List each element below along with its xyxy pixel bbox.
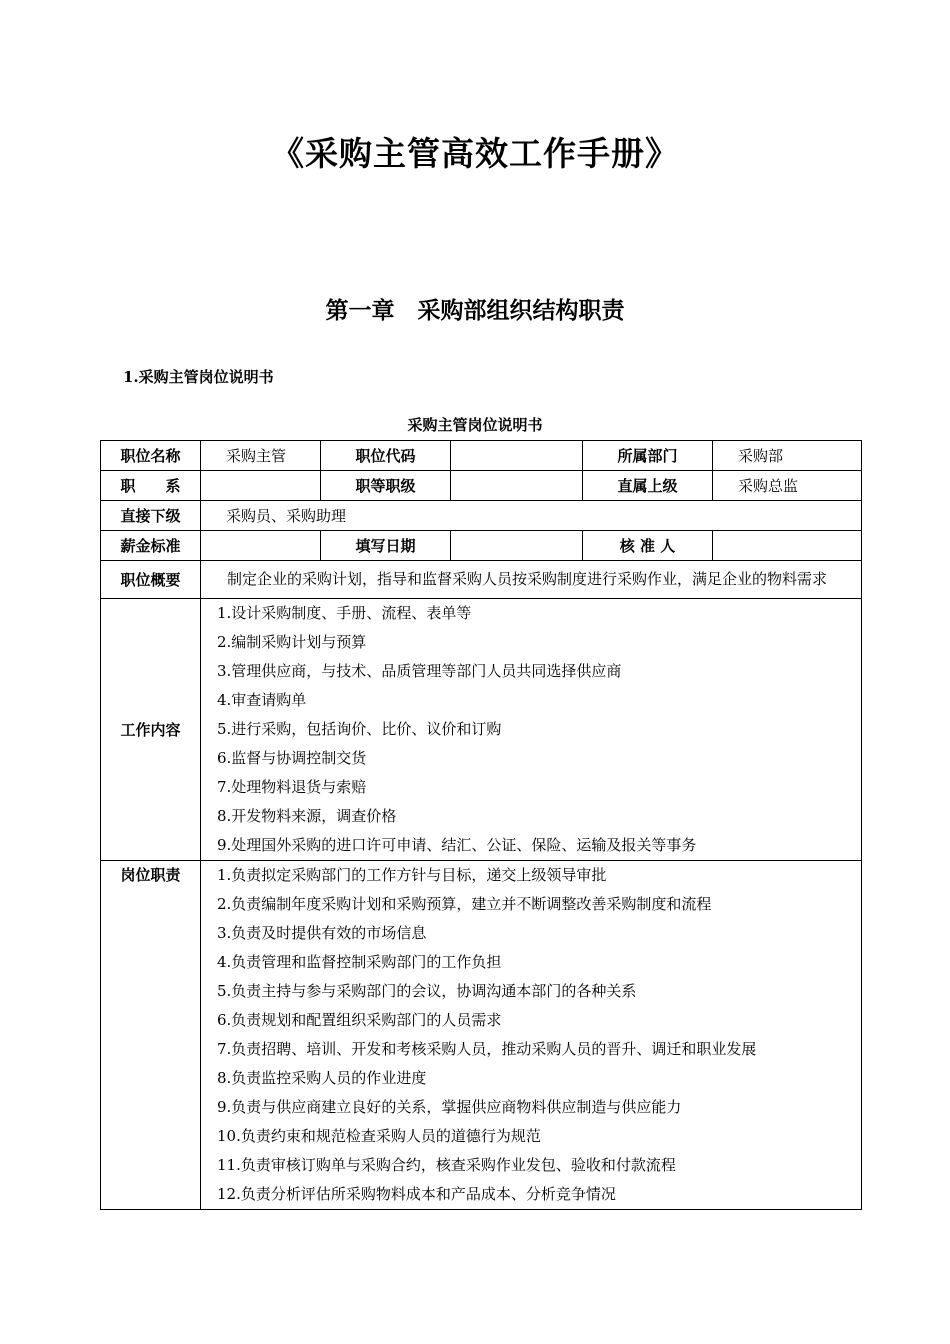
position-code-value <box>451 441 583 471</box>
document-title: 《采购主管高效工作手册》 <box>271 134 679 173</box>
job-family-label: 职 系 <box>101 471 201 501</box>
list-item: 8.负责监控采购人员的作业进度 <box>217 1069 427 1087</box>
list-item: 8.开发物料来源，调查价格 <box>217 807 397 825</box>
list-item: 7.负责招聘、培训、开发和考核采购人员，推动采购人员的晋升、调迁和职业发展 <box>217 1040 757 1058</box>
list-item: 7.处理物料退货与索赔 <box>217 778 367 796</box>
table-row <box>101 531 862 561</box>
direct-subordinates-label: 直接下级 <box>101 501 201 531</box>
list-item: 9.负责与供应商建立良好的关系，掌握供应商物料供应制造与供应能力 <box>217 1098 682 1116</box>
approver-value <box>713 531 862 561</box>
list-item: 6.监督与协调控制交货 <box>217 749 367 767</box>
approver-label: 核 准 人 <box>583 531 713 561</box>
department-value: 采购部 <box>713 441 862 471</box>
list-item: 2.负责编制年度采购计划和采购预算，建立并不断调整改善采购制度和流程 <box>217 895 712 913</box>
job-family-value <box>201 471 321 501</box>
table-row <box>101 561 862 599</box>
direct-superior-label: 直属上级 <box>583 471 713 501</box>
list-item: 11.负责审核订购单与采购合约，核查采购作业发包、验收和付款流程 <box>217 1156 676 1174</box>
list-item: 1.设计采购制度、手册、流程、表单等 <box>217 604 472 622</box>
list-item: 9.处理国外采购的进口许可申请、结汇、公证、保险、运输及报关等事务 <box>217 836 697 854</box>
fill-date-label: 填写日期 <box>321 531 451 561</box>
table-row <box>101 861 862 1210</box>
list-item: 3.负责及时提供有效的市场信息 <box>217 924 427 942</box>
table-row <box>101 501 862 531</box>
position-name-label: 职位名称 <box>101 441 201 471</box>
salary-label: 薪金标准 <box>101 531 201 561</box>
table-row <box>101 471 862 501</box>
grade-label: 职等职级 <box>321 471 451 501</box>
chapter-title: 第一章 采购部组织结构职责 <box>325 297 625 324</box>
department-label: 所属部门 <box>583 441 713 471</box>
list-item: 4.审查请购单 <box>217 691 307 709</box>
list-item: 5.负责主持与参与采购部门的会议，协调沟通本部门的各种关系 <box>217 982 637 1000</box>
summary-label: 职位概要 <box>101 561 201 599</box>
fill-date-value <box>451 531 583 561</box>
position-code-label: 职位代码 <box>321 441 451 471</box>
list-item: 10.负责约束和规范检查采购人员的道德行为规范 <box>217 1127 541 1145</box>
job-description-table <box>100 440 862 1210</box>
direct-superior-value: 采购总监 <box>713 471 862 501</box>
duties-list <box>201 861 862 1210</box>
salary-value <box>201 531 321 561</box>
list-item: 4.负责管理和监督控制采购部门的工作负担 <box>217 953 502 971</box>
list-item: 1.负责拟定采购部门的工作方针与目标，递交上级领导审批 <box>217 866 607 884</box>
list-item: 5.进行采购，包括询价、比价、议价和订购 <box>217 720 502 738</box>
direct-subordinates-value: 采购员、采购助理 <box>201 501 862 531</box>
list-item: 12.负责分析评估所采购物料成本和产品成本、分析竞争情况 <box>217 1185 616 1203</box>
duties-label: 岗位职责 <box>101 861 201 1210</box>
position-name-value: 采购主管 <box>201 441 321 471</box>
table-row <box>101 441 862 471</box>
list-item: 3.管理供应商，与技术、品质管理等部门人员共同选择供应商 <box>217 662 622 680</box>
summary-text: 制定企业的采购计划，指导和监督采购人员按采购制度进行采购作业，满足企业的物料需求 <box>201 561 862 599</box>
table-row <box>101 599 862 861</box>
grade-value <box>451 471 583 501</box>
table-caption: 采购主管岗位说明书 <box>407 416 543 434</box>
section-heading: 1.采购主管岗位说明书 <box>123 368 274 386</box>
list-item: 6.负责规划和配置组织采购部门的人员需求 <box>217 1011 502 1029</box>
work-content-list <box>201 599 862 861</box>
list-item: 2.编制采购计划与预算 <box>217 633 367 651</box>
work-content-label: 工作内容 <box>101 599 201 861</box>
